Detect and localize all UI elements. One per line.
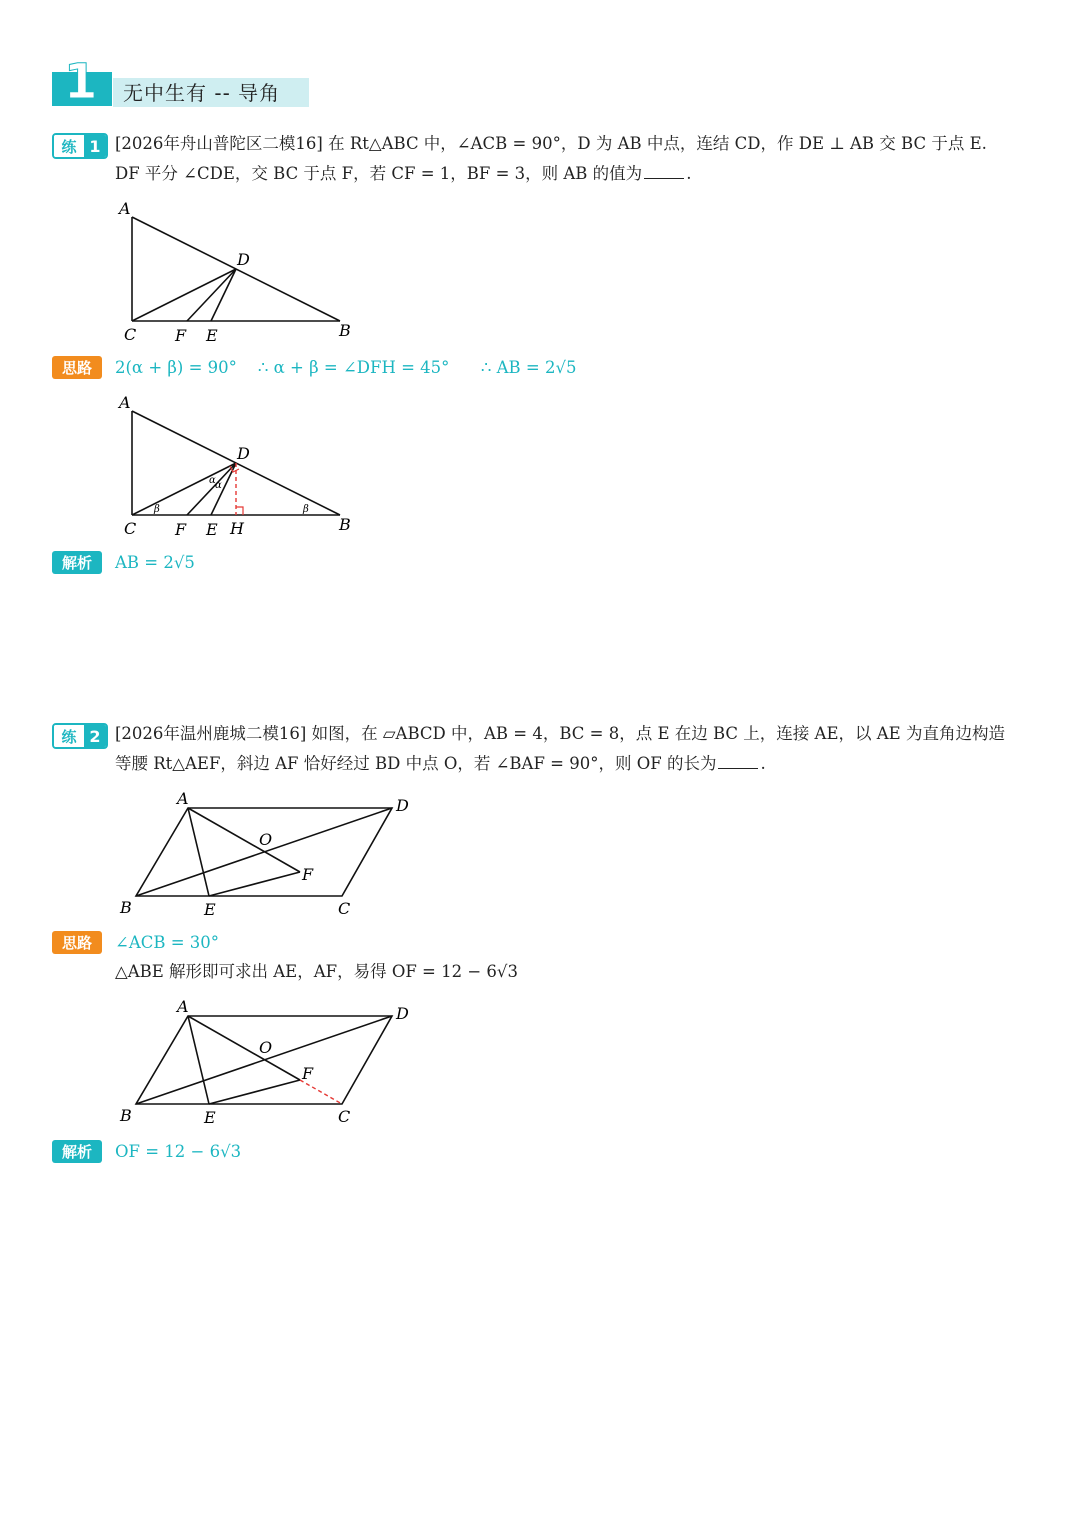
answer-blank [644,162,684,179]
practice-badge-label: 练 [54,135,84,157]
segment-CD [132,269,236,321]
label-A: A [177,997,189,1016]
problem1-line2-end: . [686,164,692,183]
label-A: A [119,199,131,218]
label-H: H [230,519,244,538]
label-F: F [175,326,187,345]
label-D: D [396,1004,409,1023]
label-B: B [120,898,132,917]
label-F: F [302,865,314,884]
idea-tag-1: 思路 [52,356,102,379]
problem2-line1: [2026年温州鹿城二模16] 如图，在 ▱ABCD 中，AB = 4，BC = 8，点 E 在边 BC 上，连接 AE，以 AE 为直角边构造 [115,724,1005,743]
problem1-idea-text: 2(α + β) = 90° ∴ α + β = ∠DFH = 45° ∴ AB = 2√5 [115,358,577,377]
problem1-line2 [115,161,691,187]
label-beta-C: β [154,504,160,515]
problem2-figure2 [110,995,420,1130]
label-E: E [206,326,218,345]
label-A: A [119,393,131,412]
label-C: C [338,899,351,918]
right-angle-mark-H [236,507,243,515]
problem2-idea-line2: △ABE 解形即可求出 AE，AF，易得 OF = 12 − 6√3 [115,962,518,981]
segment-DF [187,463,236,515]
segment-AF [188,808,300,872]
answer-blank [718,752,758,769]
label-E: E [204,1108,216,1127]
segment-AE [188,808,209,896]
segment-DF [187,269,236,321]
practice-badge-2 [52,723,108,749]
segment-AE [188,1016,209,1104]
problem2-idea-line1: ∠ACB = 30° [115,933,220,952]
label-D: D [237,444,250,463]
label-A: A [177,789,189,808]
problem1-line2-text: DF 平分 ∠CDE，交 BC 于点 F，若 CF = 1，BF = 3，则 AB 的值为 [115,164,643,183]
problem1-figure1 [110,196,370,348]
segment-FC-dashed [300,1080,342,1104]
label-E: E [204,900,216,919]
problem2-line2-text: 等腰 Rt△AEF，斜边 AF 恰好经过 BD 中点 O，若 ∠BAF = 90°，则 OF 的长为 [115,754,717,773]
problem2-answer: OF = 12 − 6√3 [115,1142,242,1161]
label-C: C [124,325,137,344]
label-B: B [339,515,351,534]
answer-tag-1: 解析 [52,551,102,574]
section-number: 1 [64,54,98,110]
label-C: C [338,1107,351,1126]
label-alpha-1: α [209,475,216,486]
label-B: B [339,321,351,340]
problem2-figure1 [110,787,420,922]
label-O: O [259,830,273,849]
segment-EF [209,872,300,896]
practice-badge-number: 2 [84,725,106,747]
idea-tag-2: 思路 [52,931,102,954]
label-O: O [259,1038,273,1057]
label-F: F [175,520,187,539]
label-C: C [124,519,137,538]
problem2-line2-end: . [760,754,766,773]
label-alpha-2: α [215,480,222,491]
answer-tag-2: 解析 [52,1140,102,1163]
segment-AF [188,1016,300,1080]
label-E: E [206,520,218,539]
practice-badge-number: 1 [84,135,106,157]
practice-badge-label: 练 [54,725,84,747]
section-title: 无中生有 -- 导角 [123,81,281,105]
problem2-line2 [115,751,766,777]
segment-DE [211,269,236,321]
segment-EF [209,1080,300,1104]
problem1-figure2 [110,390,370,542]
practice-badge-1 [52,133,108,159]
label-F: F [302,1064,314,1083]
label-beta-B: β [303,504,309,515]
label-D: D [237,250,250,269]
problem1-line1: [2026年舟山普陀区二模16] 在 Rt△ABC 中，∠ACB = 90°，D 为 AB 中点，连结 CD，作 DE ⊥ AB 交 BC 于点 E. [115,134,987,153]
problem1-answer: AB = 2√5 [115,553,195,572]
label-B: B [120,1106,132,1125]
label-D: D [396,796,409,815]
